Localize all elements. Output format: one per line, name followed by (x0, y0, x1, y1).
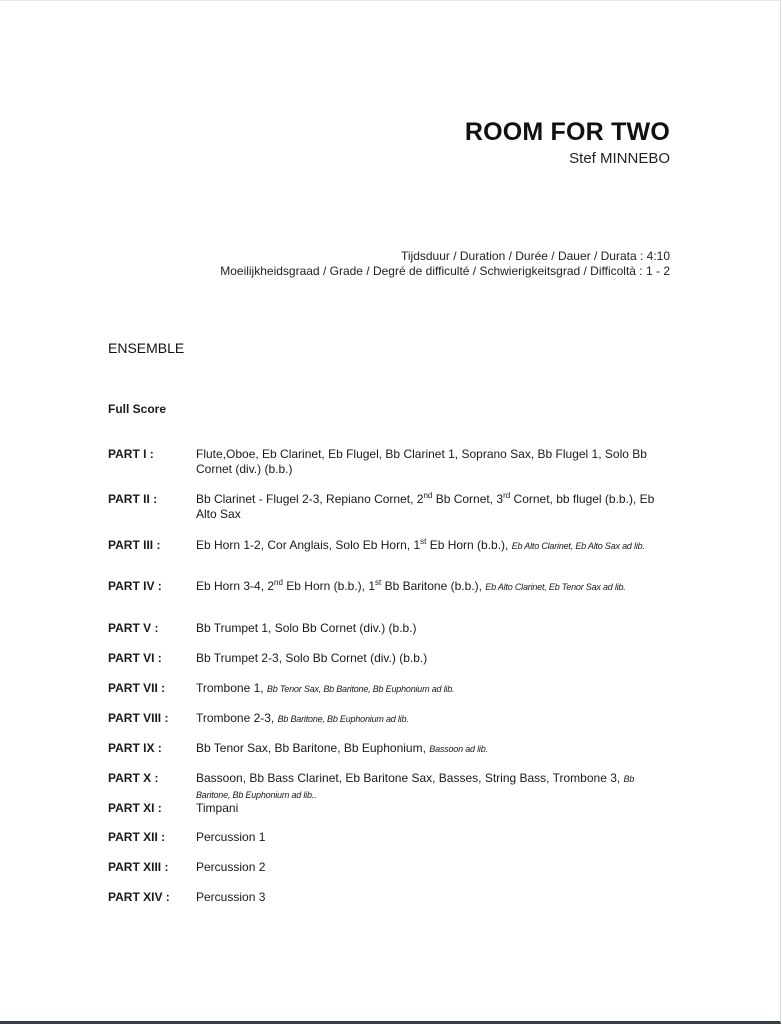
part-label: PART II : (108, 492, 158, 506)
part-instruments: Bb Trumpet 2-3, Solo Bb Cornet (div.) (b.b.) (196, 651, 428, 665)
ensemble-heading: ENSEMBLE (108, 340, 185, 356)
part-label: PART I : (108, 447, 154, 461)
part-label: PART VIII : (108, 711, 169, 725)
part-instruments: Percussion 2 (196, 860, 266, 874)
part-label: PART IV : (108, 579, 162, 593)
part-instruments: Trombone 2-3, Bb Baritone, Bb Euphonium ad lib. (196, 711, 409, 725)
part-label: PART X : (108, 771, 159, 785)
part-label: PART VI : (108, 651, 162, 665)
part-instruments: Percussion 1 (196, 830, 266, 844)
part-instruments: Eb Horn 1-2, Cor Anglais, Solo Eb Horn, 1st Eb Horn (b.b.), Eb Alto Clarinet, Eb Alto Sax ad lib. (196, 537, 645, 552)
ad-lib-note: Bb Tenor Sax, Bb Baritone, Bb Euphonium ad lib. (266, 684, 455, 694)
part-label: PART V : (108, 621, 159, 635)
grade-line: Moeilijkheidsgraad / Grade / Degré de difficulté / Schwierigkeitsgrad / Difficoltà : 1 - 2 (220, 264, 670, 278)
part-instruments: Percussion 3 (196, 890, 266, 904)
full-score-heading: Full Score (108, 402, 167, 416)
part-instruments: Bb Clarinet - Flugel 2-3, Repiano Cornet, 2nd Bb Cornet, 3rd Cornet, bb flugel (b.b.), Eb Alto Sax (196, 491, 655, 521)
part-instruments: Bassoon, Bb Bass Clarinet, Eb Baritone Sax, Basses, String Bass, Trombone 3, Bb Baritone, Bb Euphonium ad lib.. (196, 771, 635, 800)
part-instruments: Bb Trumpet 1, Solo Bb Cornet (div.) (b.b.) (196, 621, 417, 635)
part-label: PART IX : (108, 741, 162, 755)
part-label: PART III : (108, 538, 161, 552)
part-label: PART VII : (108, 681, 166, 695)
ad-lib-note: Bb Baritone, Bb Euphonium ad lib. (277, 714, 409, 724)
ad-lib-note: Eb Alto Clarinet, Eb Alto Sax ad lib. (511, 541, 645, 551)
part-instruments: Eb Horn 3-4, 2nd Eb Horn (b.b.), 1st Bb Baritone (b.b.), Eb Alto Clarinet, Eb Tenor Sax ad lib. (196, 578, 626, 593)
ad-lib-note: Bb Baritone, Bb Euphonium ad lib.. (196, 774, 635, 800)
part-instruments: Flute,Oboe, Eb Clarinet, Eb Flugel, Bb Clarinet 1, Soprano Sax, Bb Flugel 1, Solo Bb Cornet (div.) (b.b.) (196, 447, 647, 476)
score-title: ROOM FOR TWO (464, 118, 670, 146)
part-label: PART XIII : (108, 860, 169, 874)
part-instruments: Trombone 1, Bb Tenor Sax, Bb Baritone, Bb Euphonium ad lib. (196, 681, 455, 695)
duration-line: Tijdsduur / Duration / Durée / Dauer / Durata : 4:10 (400, 249, 670, 263)
ad-lib-note: Bassoon ad lib. (429, 744, 488, 754)
ad-lib-note: Eb Alto Clarinet, Eb Tenor Sax ad lib. (485, 582, 626, 592)
part-label: PART XII : (108, 830, 166, 844)
composer-name: Stef MINNEBO (569, 150, 670, 167)
part-label: PART XI : (108, 801, 162, 815)
part-instruments: Timpani (196, 801, 239, 815)
part-label: PART XIV : (108, 890, 170, 904)
part-instruments: Bb Tenor Sax, Bb Baritone, Bb Euphonium, Bassoon ad lib. (196, 741, 488, 755)
score-metadata (220, 249, 670, 279)
